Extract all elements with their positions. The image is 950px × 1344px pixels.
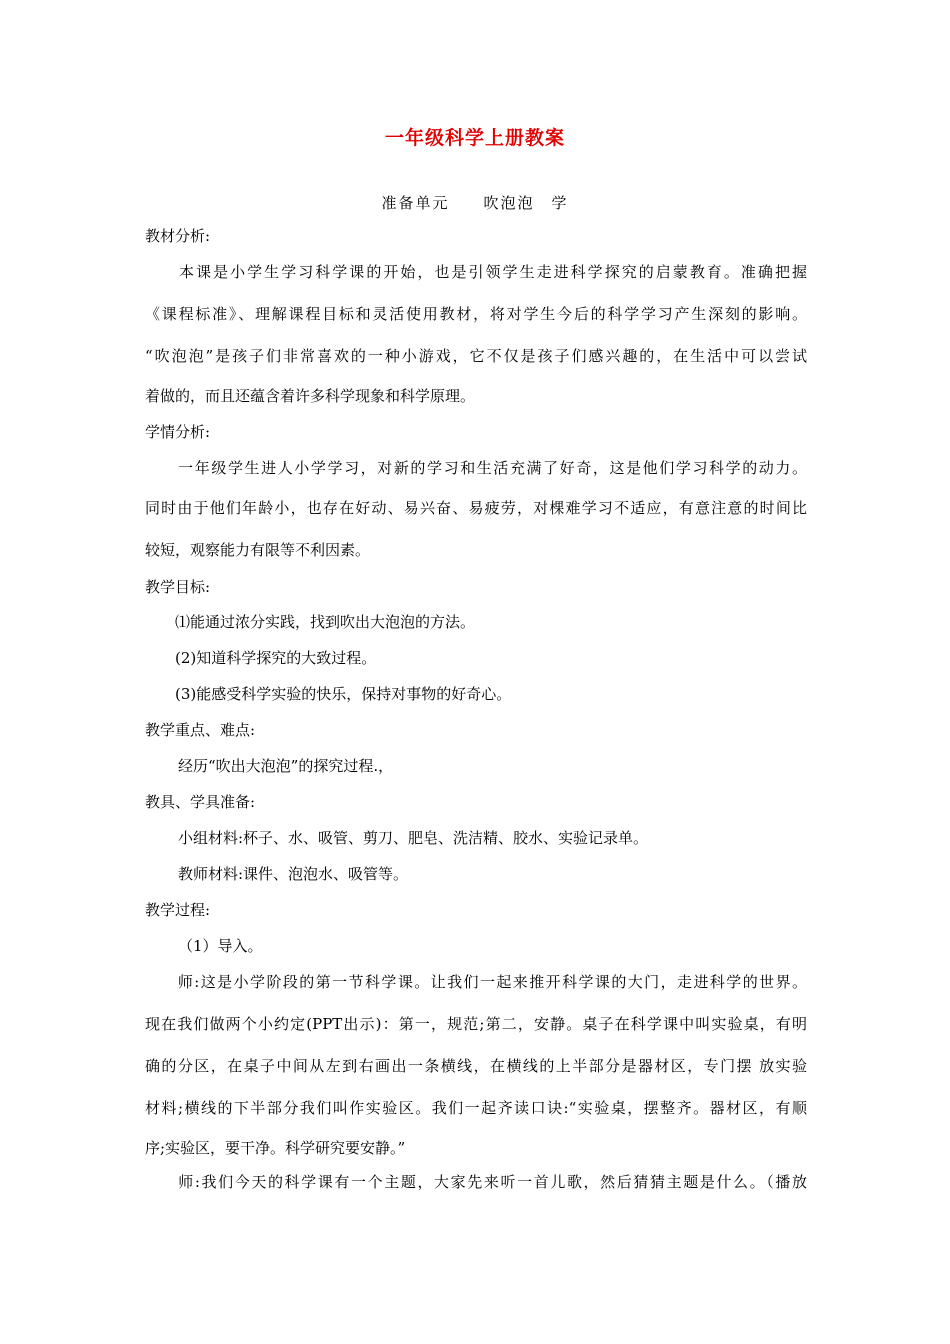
paragraph-line: 较短，观察能力有限等不利因素。 xyxy=(145,541,371,559)
goal-item: ⑴能通过浓分实践，找到吹出大泡泡的方法。 xyxy=(175,613,476,631)
goal-item: (2)知道科学探究的大致过程。 xyxy=(175,649,377,667)
paragraph-line: 本课是小学生学习科学课的开始，也是引领学生走进科学探究的启蒙教育。准确把握 xyxy=(145,263,807,281)
goal-item: (3)能感受科学实验的快乐，保持对事物的好奇心。 xyxy=(175,685,512,703)
tools-item: 教师材料:课件、泡泡水、吸管等。 xyxy=(178,865,409,883)
paragraph-line: 一年级学生进人小学学习，对新的学习和生活充满了好奇，这是他们学习科学的动力。 xyxy=(145,459,807,477)
paragraph-line: 材料;横线的下半部分我们叫作实验区。我们一起齐读口诀:“实验桌，摆整齐。器材区，有顺 xyxy=(145,1099,807,1117)
key-points-text: 经历“吹出大泡泡”的探究过程.， xyxy=(178,757,394,775)
process-step: （1）导入。 xyxy=(178,937,263,955)
key-points-heading: 教学重点、难点: xyxy=(145,721,256,739)
lesson-subtitle: 准备单元 吹泡泡 学 xyxy=(381,194,569,212)
paragraph-line: 序;实验区，要干净。科学研究要安静。” xyxy=(145,1139,406,1157)
paragraph-line: 同时由于他们年龄小，也存在好动、易兴奋、易疲劳，对棵难学习不适应，有意注意的时间比 xyxy=(145,499,807,517)
paragraph-line: 现在我们做两个小约定(PPT出示)：第一，规范;第二，安静。桌子在科学课中叫实验桌，有明 xyxy=(145,1015,807,1033)
paragraph-line: 师:这是小学阶段的第一节科学课。让我们一起来推开科学课的大门，走进科学的世界。 xyxy=(145,973,807,991)
material-analysis-heading: 教材分析: xyxy=(145,227,211,245)
document-title: 一年级科学上册教案 xyxy=(384,127,565,149)
paragraph-line: 确的分区，在桌子中间从左到右画出一条横线，在横线的上半部分是器材区，专门摆 放实验 xyxy=(145,1057,807,1075)
student-analysis-heading: 学情分析: xyxy=(145,423,211,441)
paragraph-line: 着做的，而且还蕴含着许多科学现象和科学原理。 xyxy=(145,387,476,405)
paragraph-line: 师:我们今天的科学课有一个主题，大家先来听一首儿歌，然后猜猜主题是什么。（播放 xyxy=(145,1173,807,1191)
tools-heading: 教具、学具准备: xyxy=(145,793,256,811)
teaching-goals-heading: 教学目标: xyxy=(145,578,211,596)
teaching-process-heading: 教学过程: xyxy=(145,901,211,919)
paragraph-line: “吹泡泡”是孩子们非常喜欢的一种小游戏，它不仅是孩子们感兴趣的，在生活中可以尝试 xyxy=(145,347,807,365)
tools-item: 小组材料:杯子、水、吸管、剪刀、肥皂、洗洁精、胶水、实验记录单。 xyxy=(178,829,649,847)
paragraph-line: 《课程标准》、理解课程目标和灵活使用教材，将对学生今后的科学学习产生深刻的影响。 xyxy=(145,305,807,323)
